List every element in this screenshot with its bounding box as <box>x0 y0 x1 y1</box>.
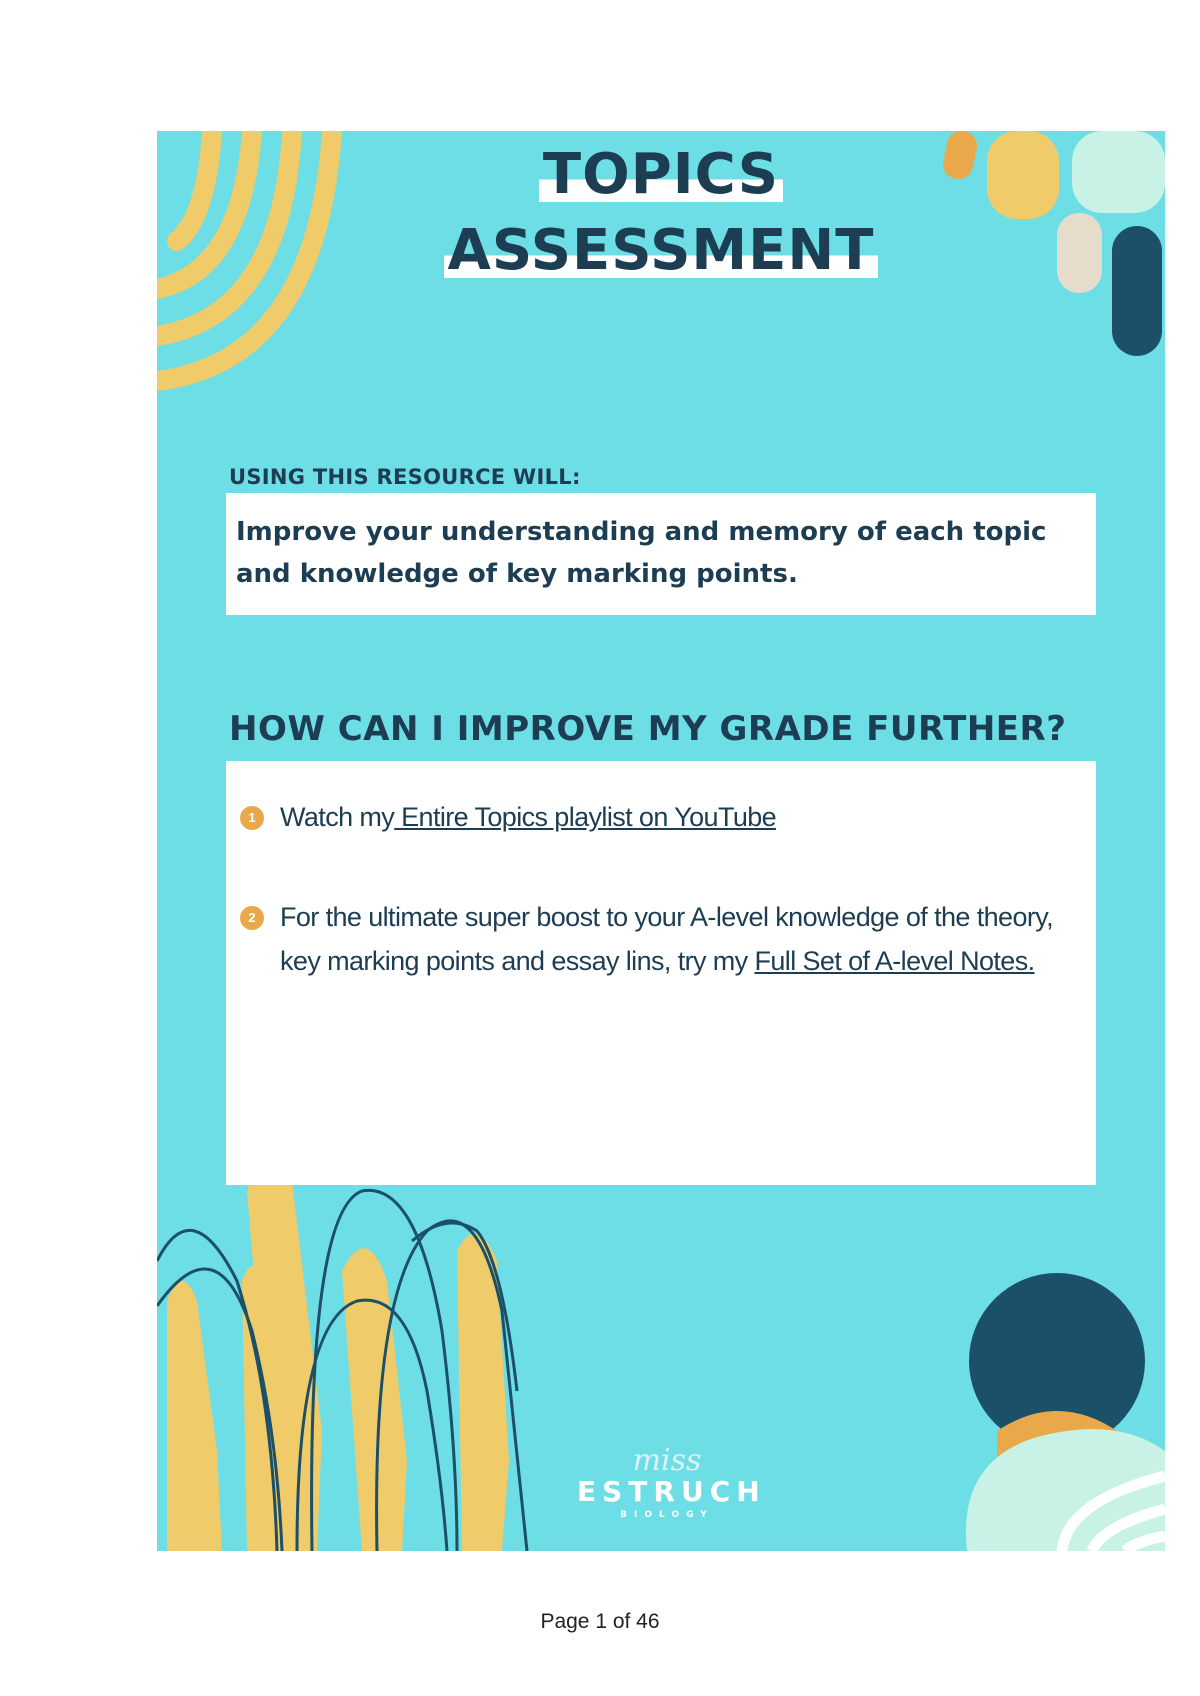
step-prefix: For the ultimate super boost to your A-level knowledge of the theory, key marking points and essay lins, try my <box>280 902 1054 976</box>
list-item <box>240 795 1060 839</box>
step-text <box>280 895 1060 983</box>
youtube-playlist-link[interactable]: Entire Topics playlist on YouTube <box>394 802 777 832</box>
list-item <box>240 895 1060 983</box>
improve-steps-box <box>226 761 1096 1185</box>
improve-heading: HOW CAN I IMPROVE MY GRADE FURTHER? <box>229 709 1067 749</box>
logo-script: miss <box>632 1443 702 1478</box>
notes-link[interactable]: Full Set of A-level Notes. <box>754 946 1035 976</box>
logo-name: ESTRUCH <box>577 1475 766 1508</box>
logo-subtitle: BIOLOGY <box>620 1510 714 1520</box>
step-text <box>280 795 1060 839</box>
step-number-badge: 1 <box>240 806 264 830</box>
step-number-badge: 2 <box>240 906 264 930</box>
brand-logo <box>577 1443 766 1522</box>
step-prefix: Watch my <box>280 802 395 832</box>
resource-box <box>226 493 1096 615</box>
page-title-line2: ASSESSMENT <box>157 223 1165 279</box>
bottom-left-strokes <box>167 1158 509 1551</box>
page-title-line1: TOPICS <box>157 147 1165 203</box>
resource-label: USING THIS RESOURCE WILL: <box>229 465 581 489</box>
page-number: Page 1 of 46 <box>540 1610 660 1633</box>
resource-text: Improve your understanding and memory of each topic and knowledge of key marking points. <box>236 517 1047 589</box>
cover-page <box>157 131 1165 1551</box>
